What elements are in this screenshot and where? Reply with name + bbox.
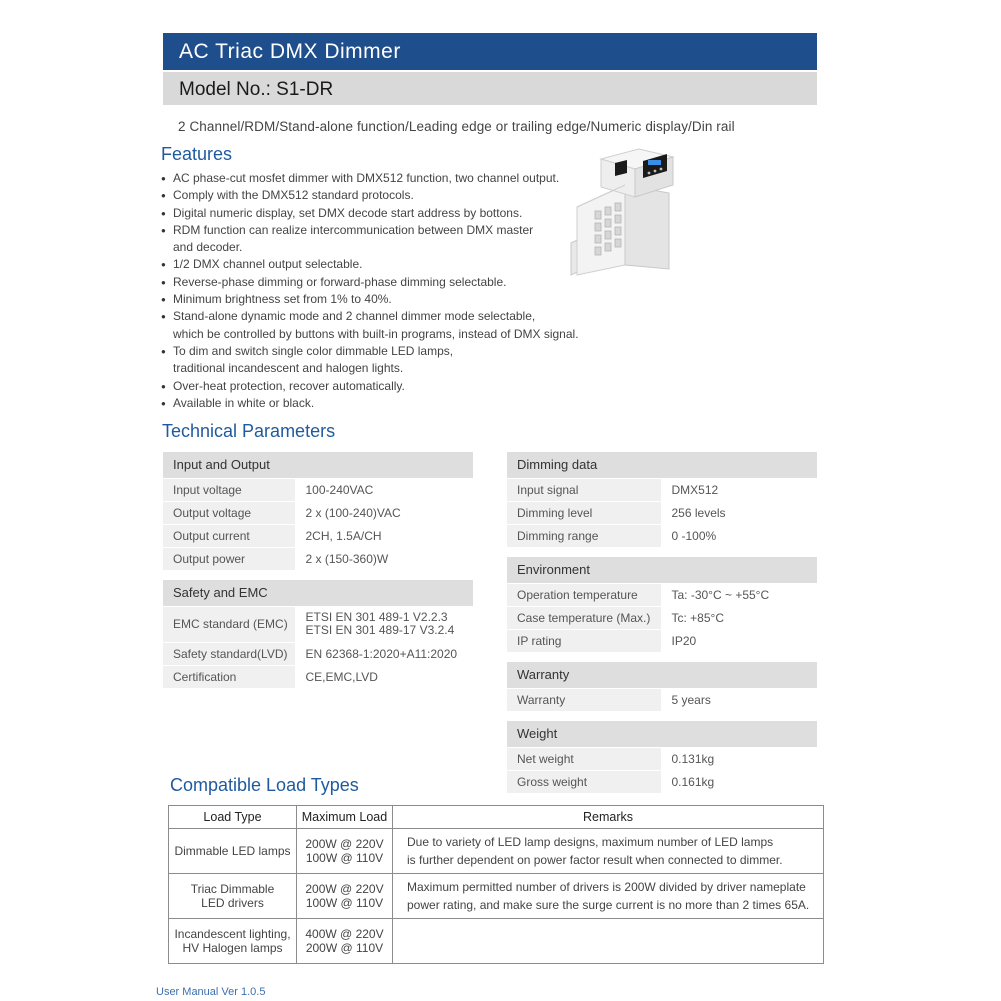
load-type-cell (169, 829, 297, 874)
param-label: Gross weight (507, 770, 661, 793)
load-type-line: Dimmable LED lamps (174, 844, 291, 858)
compatible-load-table (168, 805, 824, 964)
environment-heading: Environment (507, 557, 817, 583)
footer-version: User Manual Ver 1.0.5 (156, 986, 266, 998)
remark-line: Due to variety of LED lamp designs, maximum number of LED lamps (407, 835, 774, 849)
table-row (169, 829, 824, 874)
feature-item: ● Digital numeric display, set DMX decode start address by bottons. (161, 205, 579, 222)
param-label: Warranty (507, 688, 661, 711)
param-label: IP rating (507, 629, 661, 652)
document-title: AC Triac DMX Dimmer (163, 33, 817, 70)
compatible-load-heading: Compatible Load Types (170, 775, 359, 795)
param-label: Case temperature (Max.) (507, 606, 661, 629)
safety-emc-heading: Safety and EMC (163, 580, 473, 606)
param-label: Net weight (507, 747, 661, 770)
dimming-environment-table (507, 452, 817, 794)
emc-value-line: ETSI EN 301 489-1 V2.2.3 (305, 610, 448, 624)
max-load-line: 200W @ 110V (305, 941, 384, 955)
remarks-cell (393, 919, 824, 964)
param-label: Output voltage (163, 501, 295, 524)
remarks-cell (393, 829, 824, 874)
param-value: CE,EMC,LVD (295, 665, 473, 688)
feature-item: ● 1/2 DMX channel output selectable. (161, 256, 579, 273)
feature-item: ● Stand-alone dynamic mode and 2 channel dimmer mode selectable, which be controlled by buttons with built-in programs, instead of DMX signal. (161, 308, 579, 343)
max-load-line: 100W @ 110V (305, 851, 384, 865)
features-list (161, 170, 579, 412)
param-value: 0.161kg (661, 770, 817, 793)
product-image (565, 147, 705, 277)
load-type-line: HV Halogen lamps (182, 941, 283, 955)
param-value: 2 x (100-240)VAC (295, 501, 473, 524)
param-label: Output current (163, 524, 295, 547)
load-type-line: LED drivers (201, 896, 264, 910)
param-value: EN 62368-1:2020+A11:2020 (295, 642, 473, 665)
load-type-line: Triac Dimmable (190, 882, 275, 896)
param-label: Input voltage (163, 478, 295, 501)
param-label: Safety standard(LVD) (163, 642, 295, 665)
param-label: Dimming level (507, 501, 661, 524)
feature-item: ● Available in white or black. (161, 395, 579, 412)
remarks-cell (393, 874, 824, 919)
feature-item: ● Minimum brightness set from 1% to 40%. (161, 291, 579, 308)
warranty-heading: Warranty (507, 662, 817, 688)
feature-item: ● Reverse-phase dimming or forward-phase dimming selectable. (161, 274, 579, 291)
feature-item: ● To dim and switch single color dimmable LED lamps, traditional incandescent and halogen lights. (161, 343, 579, 378)
max-load-cell (297, 919, 393, 964)
feature-item: ● RDM function can realize intercommunication between DMX master and decoder. (161, 222, 579, 257)
param-value: DMX512 (661, 478, 817, 501)
max-load-line: 100W @ 110V (305, 896, 384, 910)
column-header: Load Type (169, 806, 297, 829)
table-row (169, 919, 824, 964)
param-value: Ta: -30°C ~ +55°C (661, 583, 817, 606)
param-label: EMC standard (EMC) (163, 606, 295, 642)
param-value (295, 606, 473, 642)
load-type-cell (169, 874, 297, 919)
max-load-line: 200W @ 220V (305, 837, 384, 851)
param-value: 0.131kg (661, 747, 817, 770)
column-header: Maximum Load (297, 806, 393, 829)
param-value: Tc: +85°C (661, 606, 817, 629)
model-number: Model No.: S1-DR (163, 72, 817, 105)
max-load-cell (297, 829, 393, 874)
max-load-line: 200W @ 220V (305, 882, 384, 896)
param-value: 100-240VAC (295, 478, 473, 501)
load-type-cell (169, 919, 297, 964)
max-load-cell (297, 874, 393, 919)
param-value: 2CH, 1.5A/CH (295, 524, 473, 547)
param-value: 2 x (150-360)W (295, 547, 473, 570)
technical-parameters-heading: Technical Parameters (162, 421, 336, 441)
input-output-safety-table (163, 452, 473, 689)
param-label: Operation temperature (507, 583, 661, 606)
max-load-line: 400W @ 220V (305, 927, 384, 941)
param-value: IP20 (661, 629, 817, 652)
remark-line: Maximum permitted number of drivers is 200W divided by driver nameplate (407, 880, 806, 894)
remark-line: power rating, and make sure the surge current is no more than 2 times 65A. (407, 898, 810, 912)
remark-line: is further dependent on power factor result when connected to dimmer. (407, 853, 783, 867)
dimming-heading: Dimming data (507, 452, 817, 478)
features-heading: Features (161, 144, 233, 164)
feature-item: ● Comply with the DMX512 standard protocols. (161, 187, 579, 204)
param-label: Certification (163, 665, 295, 688)
feature-item: ● AC phase-cut mosfet dimmer with DMX512 function, two channel output. (161, 170, 579, 187)
param-label: Output power (163, 547, 295, 570)
input-output-heading: Input and Output (163, 452, 473, 478)
feature-item: ● Over-heat protection, recover automatically. (161, 378, 579, 395)
weight-heading: Weight (507, 721, 817, 747)
param-label: Input signal (507, 478, 661, 501)
param-value: 0 -100% (661, 524, 817, 547)
column-header: Remarks (393, 806, 824, 829)
param-label: Dimming range (507, 524, 661, 547)
load-type-line: Incandescent lighting, (174, 927, 291, 941)
table-row (169, 874, 824, 919)
product-tagline: 2 Channel/RDM/Stand-alone function/Leading edge or trailing edge/Numeric display/Din rail (178, 119, 735, 134)
param-value: 5 years (661, 688, 817, 711)
emc-value-line: ETSI EN 301 489-17 V3.2.4 (305, 623, 455, 637)
param-value: 256 levels (661, 501, 817, 524)
